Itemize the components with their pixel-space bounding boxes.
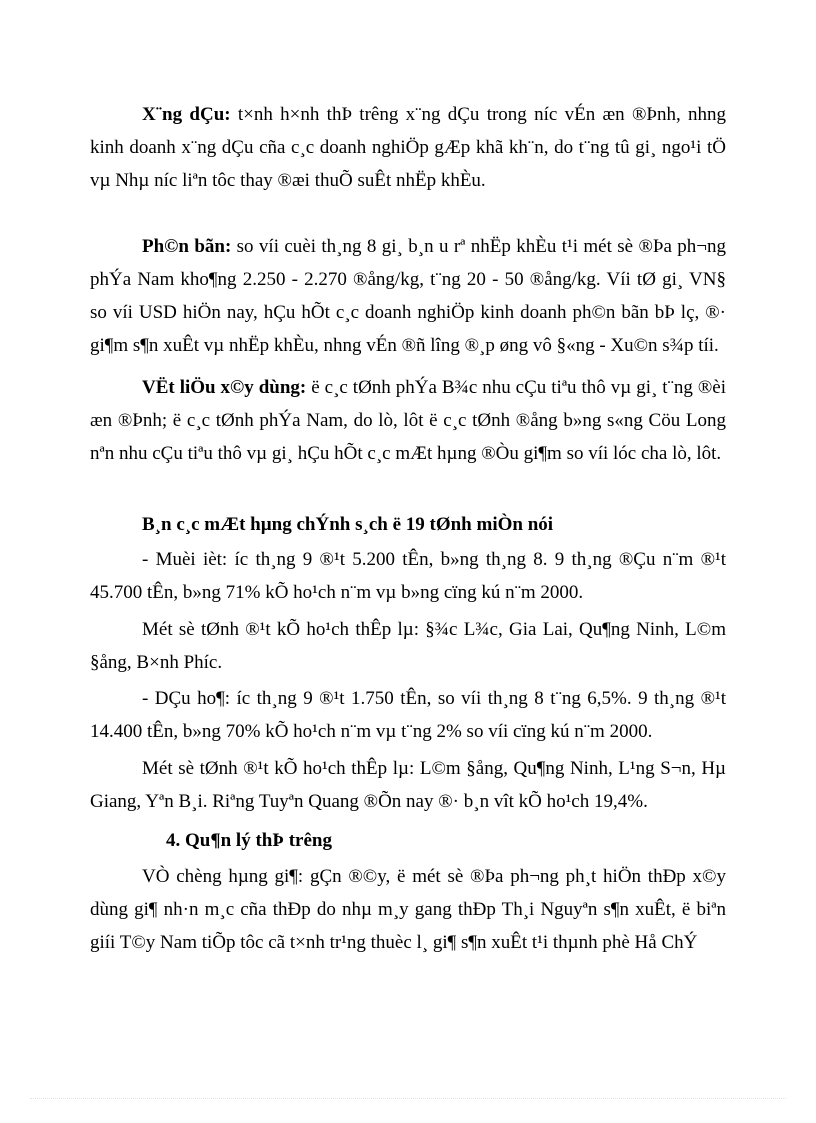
- section-4-heading: 4. Qu¶n lý thÞ trêng: [166, 830, 332, 851]
- paragraph-lead: VËt liÖu x©y dùng:: [142, 377, 307, 398]
- paragraph-text: t×nh h×nh thÞ trêng x¨ng dÇu trong níc vÉn æn ®Þnh, nhng kinh doanh x¨ng dÇu cña c¸c doanh nghiÖp gÆp khã kh¨n, do t¨ng tû gi¸ ngo¹i tÖ vµ Nhµ níc liªn tôc thay ®æi thuÕ suÊt nhËp khÈu.: [90, 104, 726, 191]
- paragraph-vat-lieu: [90, 371, 726, 470]
- list-item: Mét sè tØnh ®¹t kÕ ho¹ch thÊp lµ: §¾c L¾c, Gia Lai, Qu¶ng Ninh, L©m §ång, B×nh Phíc.: [90, 619, 726, 673]
- paragraph-text: so víi cuèi th¸ng 8 gi¸ b¸n u rª nhËp khÈu t¹i mét sè ®Þa ph¬ng phÝa Nam kho¶ng 2.250 - 2.270 ®ång/kg, t¨ng 20 - 50 ®ång/kg. Víi tØ gi¸ VN§ so víi USD hiÖn nay, hÇu hÕt c¸c doanh nghiÖp kinh doanh ph©n bãn bÞ lç, ®· gi¶m s¶n xuÊt vµ nhËp khÈu, nhng vÉn ®ñ lîng ®¸p øng vô §«ng - Xu©n s¾p tíi.: [90, 236, 726, 356]
- paragraph-xang-dau: [90, 98, 726, 197]
- list-item: Mét sè tØnh ®¹t kÕ ho¹ch thÊp lµ: L©m §ång, Qu¶ng Ninh, L¹ng S¬n, Hµ Giang, Yªn B¸i. Riªng Tuyªn Quang ®Õn nay ®· b¸n vît kÕ ho¹ch 19,4%.: [90, 758, 726, 812]
- paragraph-lead: Ph©n bãn:: [142, 236, 232, 257]
- list-item: - Muèi ièt: íc th¸ng 9 ®¹t 5.200 tÊn, b»ng th¸ng 8. 9 th¸ng ®Çu n¨m ®¹t 45.700 tÊn, b»ng 71% kÕ ho¹ch n¨m vµ b»ng cïng kú n¨m 2000.: [90, 549, 726, 603]
- paragraph-phan-bon: [90, 230, 726, 362]
- section-heading: B¸n c¸c mÆt hµng chÝnh s¸ch ë 19 tØnh miÒn nói: [142, 514, 554, 535]
- paragraph-lead: X¨ng dÇu:: [142, 104, 231, 125]
- footer-divider: [30, 1098, 786, 1099]
- paragraph-quan-ly: VÒ chèng hµng gi¶: gÇn ®©y, ë mét sè ®Þa ph¬ng ph¸t hiÖn thÐp x©y dùng gi¶ nh·n m¸c cña thÐp do nhµ m¸y gang thÐp Th¸i Nguyªn s¶n xuÊt, ë biªn giíi T©y Nam tiÕp tôc cã t×nh tr¹ng thuèc l¸ gi¶ s¶n xuÊt t¹i thµnh phè Hå ChÝ: [90, 866, 726, 953]
- list-item: - DÇu ho¶: íc th¸ng 9 ®¹t 1.750 tÊn, so víi th¸ng 8 t¨ng 6,5%. 9 th¸ng ®¹t 14.400 tÊn, b»ng 70% kÕ ho¹ch n¨m vµ t¨ng 2% so víi cïng kú n¨m 2000.: [90, 688, 726, 742]
- paragraph-text: ë c¸c tØnh phÝa B¾c nhu cÇu tiªu thô vµ gi¸ t¨ng ®èi æn ®Þnh; ë c¸c tØnh phÝa Nam, do lò, lôt ë c¸c tØnh ®ång b»ng s«ng Cöu Long nªn nhu cÇu tiªu thô vµ gi¸ hÇu hÕt c¸c mÆt hµng ®Òu gi¶m so víi lóc cha lò, lôt.: [90, 377, 726, 464]
